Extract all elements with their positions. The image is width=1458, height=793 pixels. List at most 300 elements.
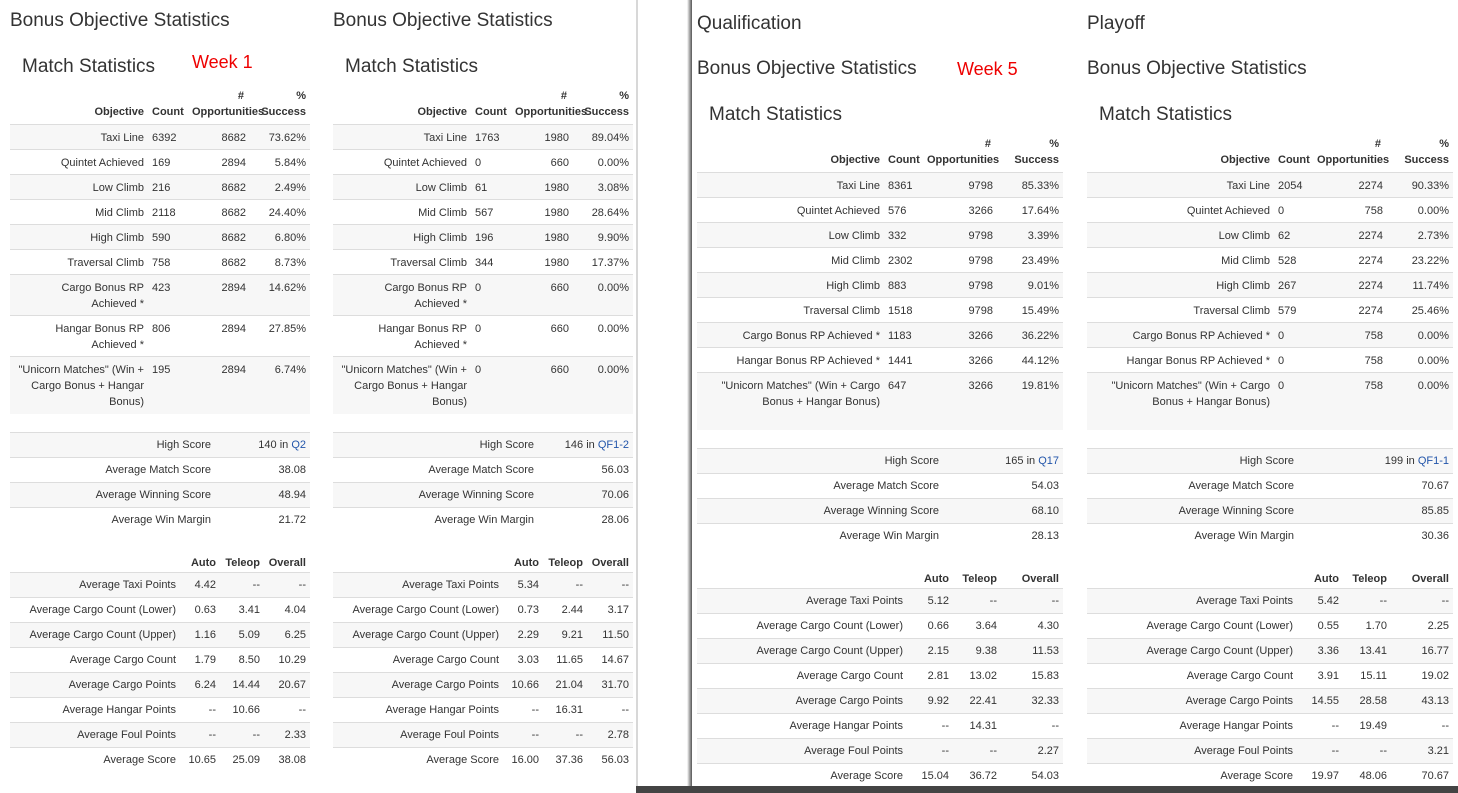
points-teleop: 16.31 [543, 697, 587, 722]
points-header-auto: Auto [190, 556, 216, 569]
score-row [333, 508, 633, 533]
match-link[interactable]: Q17 [1038, 455, 1059, 467]
points-label: Average Score [333, 747, 503, 772]
points-teleop: 11.65 [543, 647, 587, 672]
points-overall: 31.70 [587, 672, 633, 697]
points-header-empty [1087, 564, 1297, 588]
objective-count: 423 [148, 275, 188, 316]
objective-success: 27.85% [254, 316, 310, 357]
points-auto: 0.73 [503, 597, 543, 622]
points-header-overall: Overall [591, 556, 629, 569]
points-row [697, 763, 1063, 788]
points-overall: 11.50 [587, 622, 633, 647]
section-title: Qualification [697, 13, 802, 34]
score-table [10, 432, 310, 533]
points-row [333, 622, 633, 647]
score-row [1087, 449, 1453, 474]
bonus-objective-title: Bonus Objective Statistics [697, 58, 917, 79]
score-value-cell [1298, 524, 1453, 549]
objective-opportunities: 2894 [188, 357, 254, 414]
objective-label: Mid Climb [1087, 248, 1274, 273]
points-label: Average Cargo Count (Lower) [333, 597, 503, 622]
objective-opportunities: 660 [511, 357, 577, 414]
points-label: Average Cargo Count (Upper) [10, 622, 180, 647]
points-row [10, 647, 310, 672]
score-value: 21.72 [278, 514, 306, 526]
score-value-cell [1298, 474, 1453, 499]
objective-count: 61 [471, 175, 511, 200]
points-auto: -- [1297, 738, 1343, 763]
objective-opportunities: 9798 [923, 273, 1001, 298]
points-overall: 56.03 [587, 747, 633, 772]
points-auto: -- [503, 722, 543, 747]
objective-row [1087, 373, 1453, 430]
score-value-cell [943, 449, 1063, 474]
score-value: 199 in [1384, 455, 1418, 467]
objectives-header [333, 88, 633, 125]
points-row [10, 747, 310, 772]
objective-count: 2054 [1274, 173, 1313, 198]
score-label: Average Win Margin [697, 524, 943, 549]
points-teleop: 13.02 [953, 663, 1001, 688]
points-label: Average Cargo Count (Upper) [697, 638, 907, 663]
objectives-header [697, 136, 1063, 173]
objective-opportunities: 660 [511, 316, 577, 357]
score-label: Average Winning Score [10, 483, 215, 508]
points-table [697, 564, 1063, 788]
objective-opportunities: 758 [1313, 198, 1391, 223]
points-overall: 20.67 [264, 672, 310, 697]
header-opportunities-top: # [560, 90, 567, 102]
objectives-table [10, 88, 310, 414]
objective-success: 44.12% [1001, 348, 1063, 373]
score-value: 140 in [258, 439, 292, 451]
objective-label: Taxi Line [697, 173, 884, 198]
score-value: 85.85 [1421, 505, 1449, 517]
objective-row [10, 175, 310, 200]
points-label: Average Cargo Count [333, 647, 503, 672]
points-overall: 11.53 [1001, 638, 1063, 663]
objective-label: "Unicorn Matches" (Win + Cargo Bonus + Hangar Bonus) [1087, 373, 1274, 430]
objective-label: Cargo Bonus RP Achieved * [1087, 323, 1274, 348]
screenshot-divider [636, 0, 694, 793]
points-teleop: 22.41 [953, 688, 1001, 713]
points-teleop: 8.50 [220, 647, 264, 672]
objective-success: 89.04% [577, 125, 633, 150]
points-header [333, 548, 633, 572]
objective-success: 9.01% [1001, 273, 1063, 298]
header-objective: Objective [1220, 154, 1270, 166]
header-opportunities [1313, 136, 1391, 173]
objective-success: 19.81% [1001, 373, 1063, 430]
objective-count: 0 [1274, 198, 1313, 223]
score-value: 28.06 [601, 514, 629, 526]
points-header-empty [10, 548, 180, 572]
objective-label: Quintet Achieved [10, 150, 148, 175]
score-value: 70.67 [1421, 480, 1449, 492]
score-row [333, 483, 633, 508]
section-title: Playoff [1087, 13, 1145, 34]
score-label: Average Match Score [10, 458, 215, 483]
objective-opportunities: 9798 [923, 298, 1001, 323]
objective-label: Low Climb [10, 175, 148, 200]
points-header-empty [697, 564, 907, 588]
points-teleop: 14.44 [220, 672, 264, 697]
points-overall: 3.17 [587, 597, 633, 622]
score-value: 165 in [1005, 455, 1039, 467]
points-row [333, 747, 633, 772]
objective-row [10, 225, 310, 250]
points-overall: 54.03 [1001, 763, 1063, 788]
match-link[interactable]: QF1-1 [1417, 455, 1449, 467]
points-label: Average Cargo Count (Lower) [1087, 613, 1297, 638]
points-header-auto: Auto [1313, 572, 1339, 585]
objective-opportunities: 1980 [511, 250, 577, 275]
header-success-top: % [1049, 138, 1059, 150]
score-table [697, 448, 1063, 549]
points-label: Average Score [10, 747, 180, 772]
points-table [1087, 564, 1453, 788]
points-header [10, 548, 310, 572]
objective-count: 0 [1274, 373, 1313, 430]
objective-label: Traversal Climb [333, 250, 471, 275]
objective-row [10, 150, 310, 175]
objective-row [333, 357, 633, 414]
points-label: Average Cargo Points [333, 672, 503, 697]
objective-opportunities: 8682 [188, 250, 254, 275]
points-auto: 10.66 [503, 672, 543, 697]
header-objective: Objective [417, 106, 467, 118]
points-header-overall: Overall [1021, 572, 1059, 585]
score-label: High Score [697, 449, 943, 474]
points-label: Average Taxi Points [697, 588, 907, 613]
objective-opportunities: 1980 [511, 225, 577, 250]
score-value-cell [943, 499, 1063, 524]
score-table [1087, 448, 1453, 549]
points-teleop: 3.64 [953, 613, 1001, 638]
objective-success: 15.49% [1001, 298, 1063, 323]
objective-label: Hangar Bonus RP Achieved * [1087, 348, 1274, 373]
score-row [1087, 499, 1453, 524]
points-row [333, 647, 633, 672]
objective-count: 1518 [884, 298, 923, 323]
objective-opportunities: 8682 [188, 125, 254, 150]
objective-row [1087, 173, 1453, 198]
points-overall: -- [1001, 713, 1063, 738]
points-teleop: -- [220, 572, 264, 597]
objective-row [333, 200, 633, 225]
match-link[interactable]: QF1-2 [597, 439, 629, 451]
points-label: Average Taxi Points [1087, 588, 1297, 613]
points-teleop: 28.58 [1343, 688, 1391, 713]
points-label: Average Cargo Points [697, 688, 907, 713]
objective-label: Traversal Climb [10, 250, 148, 275]
objective-success: 5.84% [254, 150, 310, 175]
points-label: Average Foul Points [1087, 738, 1297, 763]
header-success-label: Success [1404, 154, 1449, 166]
points-overall: 2.33 [264, 722, 310, 747]
points-teleop: -- [1343, 738, 1391, 763]
points-teleop: 15.11 [1343, 663, 1391, 688]
points-auto: -- [907, 738, 953, 763]
score-row [10, 458, 310, 483]
points-auto: 9.92 [907, 688, 953, 713]
objective-count: 332 [884, 223, 923, 248]
score-row [333, 433, 633, 458]
objective-label: Mid Climb [697, 248, 884, 273]
objective-label: Quintet Achieved [697, 198, 884, 223]
objective-opportunities: 3266 [923, 373, 1001, 430]
score-table [333, 432, 633, 533]
objective-row [10, 316, 310, 357]
header-count: Count [475, 106, 507, 118]
points-row [697, 588, 1063, 613]
objective-label: Hangar Bonus RP Achieved * [10, 316, 148, 357]
objective-opportunities: 660 [511, 150, 577, 175]
points-row [10, 597, 310, 622]
objective-opportunities: 2274 [1313, 173, 1391, 198]
objective-count: 647 [884, 373, 923, 430]
header-success [254, 88, 310, 125]
objective-success: 2.73% [1391, 223, 1453, 248]
points-teleop: 9.21 [543, 622, 587, 647]
header-success-label: Success [261, 106, 306, 118]
points-label: Average Hangar Points [697, 713, 907, 738]
score-label: Average Win Margin [10, 508, 215, 533]
objective-success: 25.46% [1391, 298, 1453, 323]
objective-row [697, 373, 1063, 430]
points-auto: 0.66 [907, 613, 953, 638]
objective-label: Mid Climb [333, 200, 471, 225]
score-value-cell [538, 508, 633, 533]
objective-row [333, 316, 633, 357]
points-overall: 15.83 [1001, 663, 1063, 688]
objective-success: 6.80% [254, 225, 310, 250]
points-row [333, 697, 633, 722]
score-value: 54.03 [1031, 480, 1059, 492]
points-auto: 4.42 [180, 572, 220, 597]
header-opportunities-label: Opportunities [1317, 154, 1390, 166]
header-opportunities-top: # [1374, 138, 1381, 150]
objectives-header [1087, 136, 1453, 173]
objective-row [1087, 198, 1453, 223]
objective-count: 0 [1274, 348, 1313, 373]
score-row [697, 524, 1063, 549]
objective-row [10, 357, 310, 414]
objective-label: Taxi Line [333, 125, 471, 150]
score-label: High Score [10, 433, 215, 458]
points-label: Average Cargo Count (Lower) [697, 613, 907, 638]
objective-count: 62 [1274, 223, 1313, 248]
objective-label: High Climb [697, 273, 884, 298]
points-overall: -- [264, 697, 310, 722]
points-teleop: 1.70 [1343, 613, 1391, 638]
objective-success: 3.39% [1001, 223, 1063, 248]
points-row [697, 688, 1063, 713]
objective-opportunities: 3266 [923, 348, 1001, 373]
points-row [1087, 713, 1453, 738]
points-row [697, 663, 1063, 688]
score-label: Average Win Margin [1087, 524, 1298, 549]
points-auto: -- [907, 713, 953, 738]
points-label: Average Cargo Count (Upper) [333, 622, 503, 647]
score-label: Average Match Score [697, 474, 943, 499]
objective-count: 2302 [884, 248, 923, 273]
score-value: 38.08 [278, 464, 306, 476]
objective-count: 267 [1274, 273, 1313, 298]
points-overall: -- [1001, 588, 1063, 613]
points-header [1087, 564, 1453, 588]
score-label: Average Winning Score [333, 483, 538, 508]
objective-row [1087, 323, 1453, 348]
points-auto: 3.91 [1297, 663, 1343, 688]
objective-row [1087, 223, 1453, 248]
objective-count: 528 [1274, 248, 1313, 273]
score-row [697, 474, 1063, 499]
points-teleop: -- [220, 722, 264, 747]
points-auto: 19.97 [1297, 763, 1343, 788]
points-overall: -- [587, 572, 633, 597]
points-overall: 38.08 [264, 747, 310, 772]
header-success [1391, 136, 1453, 173]
objective-label: Hangar Bonus RP Achieved * [697, 348, 884, 373]
objective-row [697, 198, 1063, 223]
objective-row [333, 250, 633, 275]
points-teleop: -- [543, 722, 587, 747]
points-teleop: 25.09 [220, 747, 264, 772]
objective-label: Traversal Climb [697, 298, 884, 323]
points-table [10, 548, 310, 772]
points-overall: -- [264, 572, 310, 597]
objective-label: "Unicorn Matches" (Win + Cargo Bonus + Hangar Bonus) [333, 357, 471, 414]
score-value-cell [215, 433, 310, 458]
objective-opportunities: 3266 [923, 323, 1001, 348]
header-success-label: Success [1014, 154, 1059, 166]
objective-row [697, 248, 1063, 273]
objective-row [10, 250, 310, 275]
header-count: Count [1278, 154, 1310, 166]
objective-opportunities: 1980 [511, 175, 577, 200]
points-teleop: -- [543, 572, 587, 597]
points-auto: 0.63 [180, 597, 220, 622]
objective-count: 1183 [884, 323, 923, 348]
points-overall: 43.13 [1391, 688, 1453, 713]
objective-label: High Climb [1087, 273, 1274, 298]
score-value-cell [538, 458, 633, 483]
points-row [1087, 638, 1453, 663]
header-count: Count [152, 106, 184, 118]
points-row [10, 672, 310, 697]
objective-row [697, 223, 1063, 248]
objective-opportunities: 8682 [188, 175, 254, 200]
objective-count: 216 [148, 175, 188, 200]
objective-success: 6.74% [254, 357, 310, 414]
points-row [1087, 688, 1453, 713]
points-header-auto: Auto [923, 572, 949, 585]
objective-label: Quintet Achieved [333, 150, 471, 175]
objective-label: "Unicorn Matches" (Win + Cargo Bonus + Hangar Bonus) [697, 373, 884, 430]
objective-opportunities: 3266 [923, 198, 1001, 223]
points-overall: 14.67 [587, 647, 633, 672]
objective-label: Hangar Bonus RP Achieved * [333, 316, 471, 357]
score-value: 30.36 [1421, 530, 1449, 542]
points-teleop: 9.38 [953, 638, 1001, 663]
match-link[interactable]: Q2 [291, 439, 306, 451]
points-row [10, 697, 310, 722]
objective-count: 344 [471, 250, 511, 275]
points-teleop: 13.41 [1343, 638, 1391, 663]
objective-label: Low Climb [1087, 223, 1274, 248]
objective-row [697, 173, 1063, 198]
objective-label: Cargo Bonus RP Achieved * [10, 275, 148, 316]
points-overall: -- [1391, 588, 1453, 613]
objective-count: 0 [471, 357, 511, 414]
points-row [333, 672, 633, 697]
header-count: Count [888, 154, 920, 166]
score-label: Average Winning Score [697, 499, 943, 524]
objective-count: 758 [148, 250, 188, 275]
objective-opportunities: 2894 [188, 275, 254, 316]
points-auto: -- [503, 697, 543, 722]
objective-success: 11.74% [1391, 273, 1453, 298]
points-overall: 16.77 [1391, 638, 1453, 663]
objective-row [333, 175, 633, 200]
points-overall: 2.25 [1391, 613, 1453, 638]
points-label: Average Score [697, 763, 907, 788]
objective-count: 576 [884, 198, 923, 223]
objective-opportunities: 8682 [188, 200, 254, 225]
header-success [577, 88, 633, 125]
header-objective: Objective [830, 154, 880, 166]
objective-success: 8.73% [254, 250, 310, 275]
header-opportunities-label: Opportunities [515, 106, 588, 118]
points-auto: 1.79 [180, 647, 220, 672]
objective-row [333, 225, 633, 250]
objective-row [10, 275, 310, 316]
objective-label: Traversal Climb [1087, 298, 1274, 323]
header-opportunities [923, 136, 1001, 173]
points-auto: 0.55 [1297, 613, 1343, 638]
match-statistics-title: Match Statistics [345, 56, 479, 77]
points-overall: 2.27 [1001, 738, 1063, 763]
points-header [697, 564, 1063, 588]
objective-label: Quintet Achieved [1087, 198, 1274, 223]
points-auto: 10.65 [180, 747, 220, 772]
points-overall: 19.02 [1391, 663, 1453, 688]
score-row [1087, 474, 1453, 499]
points-row [697, 738, 1063, 763]
points-auto: 2.29 [503, 622, 543, 647]
score-value-cell [538, 483, 633, 508]
objective-row [333, 125, 633, 150]
score-row [333, 458, 633, 483]
objective-count: 195 [148, 357, 188, 414]
objective-success: 0.00% [1391, 198, 1453, 223]
points-auto: 3.03 [503, 647, 543, 672]
objective-success: 23.49% [1001, 248, 1063, 273]
objective-row [333, 275, 633, 316]
points-label: Average Hangar Points [10, 697, 180, 722]
objective-success: 23.22% [1391, 248, 1453, 273]
points-row [697, 638, 1063, 663]
points-label: Average Cargo Points [10, 672, 180, 697]
points-row [10, 622, 310, 647]
points-teleop: 36.72 [953, 763, 1001, 788]
score-value: 56.03 [601, 464, 629, 476]
objective-row [697, 273, 1063, 298]
objective-row [333, 150, 633, 175]
points-row [333, 722, 633, 747]
